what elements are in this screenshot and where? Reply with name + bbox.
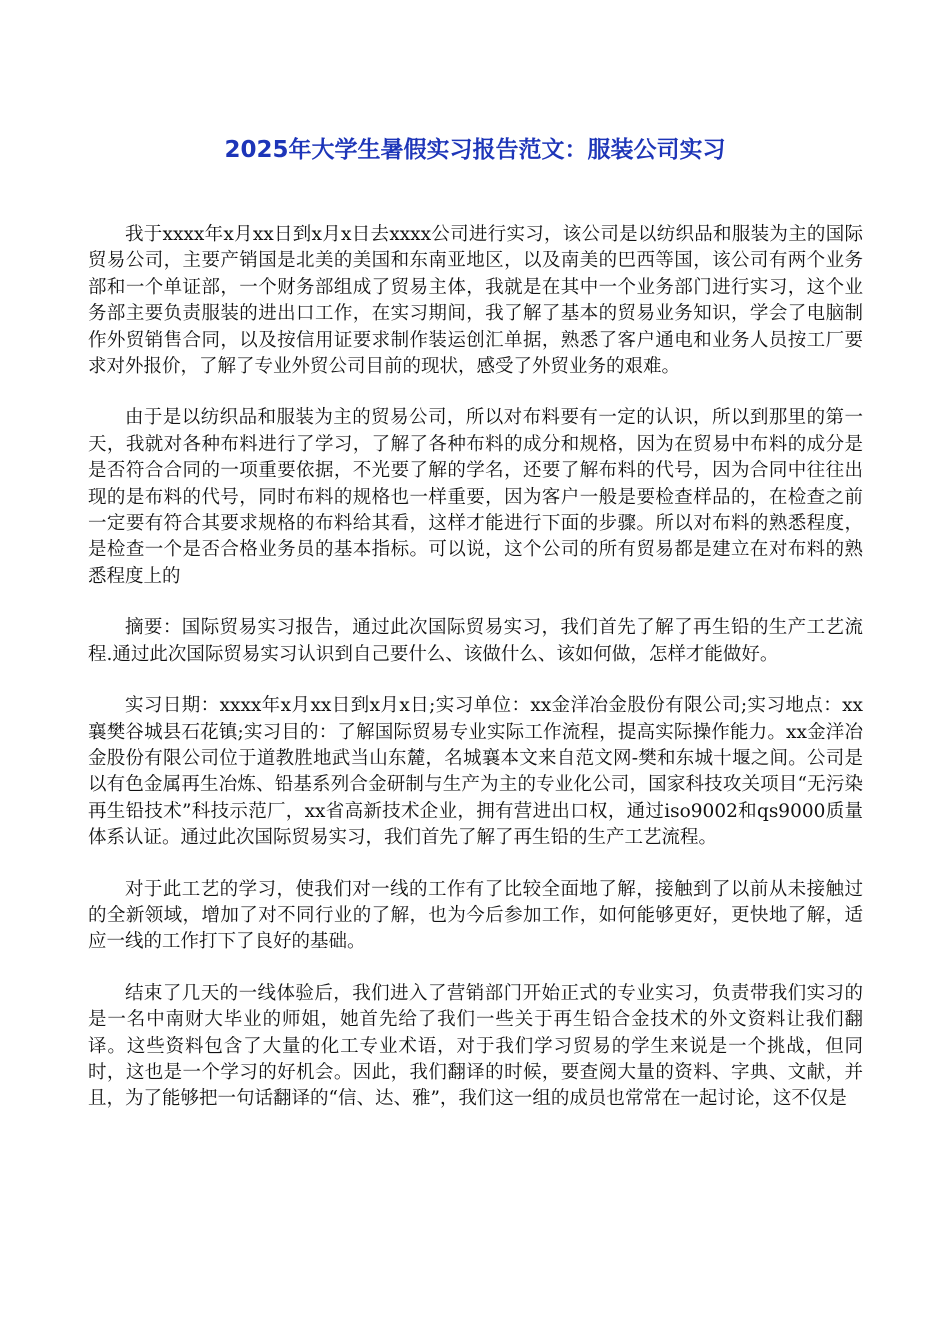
paragraph-2: 由于是以纺织品和服装为主的贸易公司，所以对布料要有一定的认识，所以到那里的第一天，我就对各种布料进行了学习，了解了各种布料的成分和规格，因为在贸易中布料的成分是是否符合合同的一项重要依据，不光要了解的学名，还要了解布料的代号，因为合同中往往出现的是布料的代号，同时布料的规格也一样重要，因为客户一般是要检查样品的，在检查之前一定要有符合其要求规格的布料给其看，这样才能进行下面的步骤。所以对布料的熟悉程度，是检查一个是否合格业务员的基本指标。可以说，这个公司的所有贸易都是建立在对布料的熟悉程度上的 [88, 407, 863, 587]
document-title: 2025年大学生暑假实习报告范文：服装公司实习 [224, 137, 726, 163]
paragraph-1: 我于xxxx年x月xx日到x月x日去xxxx公司进行实习，该公司是以纺织品和服装为主的国际贸易公司，主要产销国是北美的美国和东南亚地区，以及南美的巴西等国，该公司有两个业务部和一个单证部，一个财务部组成了贸易主体，我就是在其中一个业务部门进行实习，这个业务部主要负责服装的进出口工作，在实习期间，我了解了基本的贸易业务知识，学会了电脑制作外贸销售合同，以及按信用证要求制作装运创汇单据，熟悉了客户通电和业务人员按工厂要求对外报价，了解了专业外贸公司目前的现状，感受了外贸业务的艰难。 [88, 224, 863, 378]
paragraph-6: 结束了几天的一线体验后，我们进入了营销部门开始正式的专业实习，负责带我们实习的是一名中南财大毕业的师姐，她首先给了我们一些关于再生铅合金技术的外文资料让我们翻译。这些资料包含了大量的化工专业术语，对于我们学习贸易的学生来说是一个挑战，但同时，这也是一个学习的好机会。因此，我们翻译的时候，要查阅大量的资料、字典、文献，并且，为了能够把一句话翻译的“信、达、雅”，我们这一组的成员也常常在一起讨论，这不仅是 [88, 982, 863, 1110]
document-body [88, 222, 863, 1138]
paragraph-3: 摘要：国际贸易实习报告，通过此次国际贸易实习，我们首先了解了再生铅的生产工艺流程.通过此次国际贸易实习认识到自己要什么、该做什么、该如何做，怎样才能做好。 [88, 617, 863, 665]
paragraph-5: 对于此工艺的学习，使我们对一线的工作有了比较全面地了解，接触到了以前从未接触过的全新领域，增加了对不同行业的了解，也为今后参加工作，如何能够更好，更快地了解，适应一线的工作打下了良好的基础。 [88, 878, 863, 953]
paragraph-4: 实习日期：xxxx年x月xx日到x月x日;实习单位：xx金洋冶金股份有限公司;实习地点：xx襄樊谷城县石花镇;实习目的：了解国际贸易专业实际工作流程，提高实际操作能力。xx金洋冶金股份有限公司位于道教胜地武当山东麓，名城襄本文来自范文网-樊和东城十堰之间。公司是以有色金属再生冶炼、铅基系列合金研制与生产为主的专业化公司，国家科技攻关项目“无污染再生铅技术”科技示范厂，xx省高新技术企业，拥有营进出口权，通过iso9002和qs9000质量体系认证。通过此次国际贸易实习，我们首先了解了再生铅的生产工艺流程。 [88, 695, 863, 849]
